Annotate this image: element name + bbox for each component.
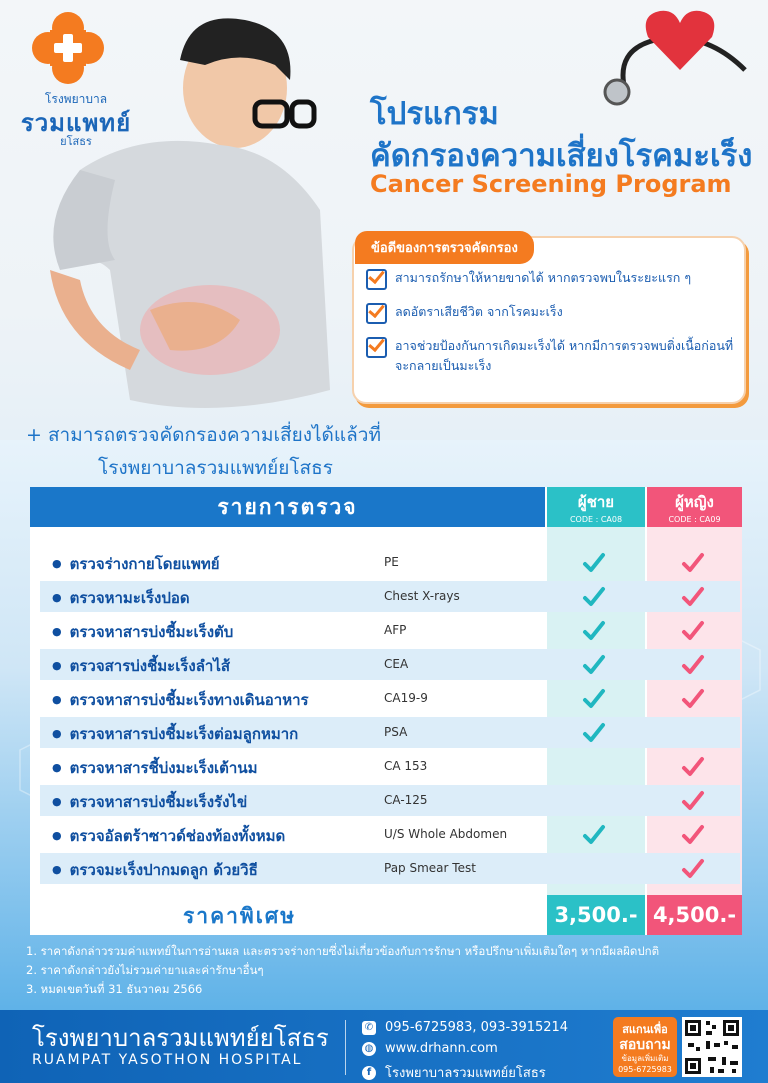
male-check-icon: [582, 823, 606, 847]
table-row: [40, 547, 740, 578]
female-label: ผู้หญิง: [675, 493, 714, 511]
test-code: Chest X-rays: [384, 589, 460, 603]
scan-line-3: ข้อมูลเพิ่มเติม: [621, 1054, 669, 1063]
title-line-2: คัดกรองความเสี่ยงโรคมะเร็ง: [370, 138, 753, 174]
female-header: [647, 487, 742, 527]
footer-facebook[interactable]: [362, 1062, 546, 1083]
test-name: ● ตรวจหาสารชี้บ่งมะเร็งเต้านม: [52, 756, 257, 780]
benefits-heading: ข้อดีของการตรวจคัดกรอง: [355, 231, 534, 264]
website-text: www.drhann.com: [385, 1041, 498, 1056]
male-label: ผู้ชาย: [577, 493, 615, 511]
facebook-text: โรงพยาบาลรวมแพทย์ยโสธร: [385, 1066, 546, 1081]
test-code: PSA: [384, 725, 408, 739]
logo-line-3: ยโสธร: [60, 135, 92, 148]
female-check-icon: [681, 755, 705, 779]
footer-phone[interactable]: [362, 1020, 568, 1035]
table-row: [40, 717, 740, 748]
footer-hospital-name: โรงพยาบาลรวมแพทย์ยโสธร: [32, 1024, 329, 1052]
female-check-icon: [681, 789, 705, 813]
footer-hospital-name-en: RUAMPAT YASOTHON HOSPITAL: [32, 1052, 303, 1068]
note-3: 3. หมดเขตวันที่ 31 ธันวาคม 2566: [26, 982, 203, 996]
test-code: CA-125: [384, 793, 428, 807]
heart-icon: [640, 5, 720, 75]
male-check-icon: [582, 721, 606, 745]
special-price-label: ราคาพิเศษ: [183, 904, 297, 928]
checkbox-icon: [366, 303, 387, 324]
test-name: ● ตรวจสารบ่งชี้มะเร็งลำไส้: [52, 654, 230, 678]
scan-box: [613, 1017, 677, 1077]
note-1: 1. ราคาดังกล่าวรวมค่าแพทย์ในการอ่านผล และตรวจร่างกายซึ่งไม่เกี่ยวข้องกับการรักษา หรือปรึกษาเพิ่มเติมใดๆ หากมีผลผิดปกติ: [26, 944, 660, 958]
female-check-icon: [681, 687, 705, 711]
table-row: [40, 853, 740, 884]
test-name: ● ตรวจมะเร็งปากมดลูก ด้วยวิธี: [52, 858, 258, 882]
availability-line-2: โรงพยาบาลรวมแพทย์ยโสธร: [98, 457, 333, 479]
globe-icon: ◍: [362, 1042, 376, 1056]
female-check-icon: [681, 857, 705, 881]
male-check-icon: [582, 619, 606, 643]
phone-text: 095-6725983, 093-3915214: [385, 1020, 569, 1035]
test-name: ● ตรวจอัลตร้าซาวด์ช่องท้องทั้งหมด: [52, 824, 285, 848]
note-2: 2. ราคาดังกล่าวยังไม่รวมค่ายาและค่ารักษาอื่นๆ: [26, 963, 264, 977]
benefit-text: ลดอัตราเสียชีวิต จากโรคมะเร็ง: [395, 304, 563, 319]
checkbox-icon: [366, 269, 387, 290]
test-name: ● ตรวจหาสารบ่งชี้มะเร็งทางเดินอาหาร: [52, 688, 309, 712]
test-code: CEA: [384, 657, 409, 671]
female-check-icon: [681, 551, 705, 575]
benefit-item: [366, 268, 738, 290]
test-name: ● ตรวจหาสารบ่งชี้มะเร็งรังไข่: [52, 790, 247, 814]
table-row: [40, 785, 740, 816]
checkbox-icon: [366, 337, 387, 358]
table-row: [40, 581, 740, 612]
test-code: CA19-9: [384, 691, 428, 705]
female-check-icon: [681, 585, 705, 609]
logo-line-1: โรงพยาบาล: [44, 92, 108, 106]
title-line-1: โปรแกรม: [370, 96, 499, 132]
table-row: [40, 683, 740, 714]
person-illustration: [20, 10, 350, 420]
scan-line-1: สแกนเพื่อ: [622, 1023, 668, 1036]
female-code: CODE : CA09: [668, 515, 721, 524]
benefit-item: [366, 302, 738, 324]
facebook-icon: f: [362, 1066, 376, 1080]
phone-icon: ✆: [362, 1021, 376, 1035]
male-check-icon: [582, 653, 606, 677]
table-row: [40, 649, 740, 680]
table-header: รายการตรวจ: [30, 487, 545, 527]
test-code: Pap Smear Test: [384, 861, 476, 875]
test-name: ● ตรวจร่างกายโดยแพทย์: [52, 552, 220, 576]
test-code: AFP: [384, 623, 407, 637]
test-name: ● ตรวจหามะเร็งปอด: [52, 586, 190, 610]
qr-code[interactable]: [682, 1017, 742, 1077]
table-row: [40, 819, 740, 850]
logo-line-2: รวมแพทย์: [20, 109, 132, 137]
male-check-icon: [582, 551, 606, 575]
table-row: [40, 615, 740, 646]
benefit-item: [366, 336, 738, 376]
male-check-icon: [582, 687, 606, 711]
table-row: [40, 751, 740, 782]
test-code: U/S Whole Abdomen: [384, 827, 508, 841]
female-check-icon: [681, 823, 705, 847]
scan-line-2: สอบถาม: [619, 1037, 671, 1053]
female-check-icon: [681, 619, 705, 643]
footer-divider: [345, 1020, 346, 1075]
benefit-text: สามารถรักษาให้หายขาดได้ หากตรวจพบในระยะแรก ๆ: [395, 270, 692, 285]
test-code: PE: [384, 555, 399, 569]
male-price: 3,500.-: [547, 895, 645, 935]
title-line-3: Cancer Screening Program: [370, 170, 732, 198]
availability-line-1: + สามารถตรวจคัดกรองความเสี่ยงได้แล้วที่: [26, 424, 381, 446]
test-name: ● ตรวจหาสารบ่งชี้มะเร็งตับ: [52, 620, 233, 644]
male-code: CODE : CA08: [569, 515, 623, 524]
male-check-icon: [582, 585, 606, 609]
female-price: 4,500.-: [647, 895, 742, 935]
test-code: CA 153: [384, 759, 428, 773]
test-name: ● ตรวจหาสารบ่งชี้มะเร็งต่อมลูกหมาก: [52, 722, 298, 746]
footer-website[interactable]: [362, 1041, 498, 1056]
female-check-icon: [681, 653, 705, 677]
male-header: [547, 487, 645, 527]
benefit-text: อาจช่วยป้องกันการเกิดมะเร็งได้ หากมีการตรวจพบติ่งเนื้อก่อนที่จะกลายเป็นมะเร็ง: [395, 338, 734, 373]
scan-line-4: 095-6725983: [618, 1065, 672, 1074]
